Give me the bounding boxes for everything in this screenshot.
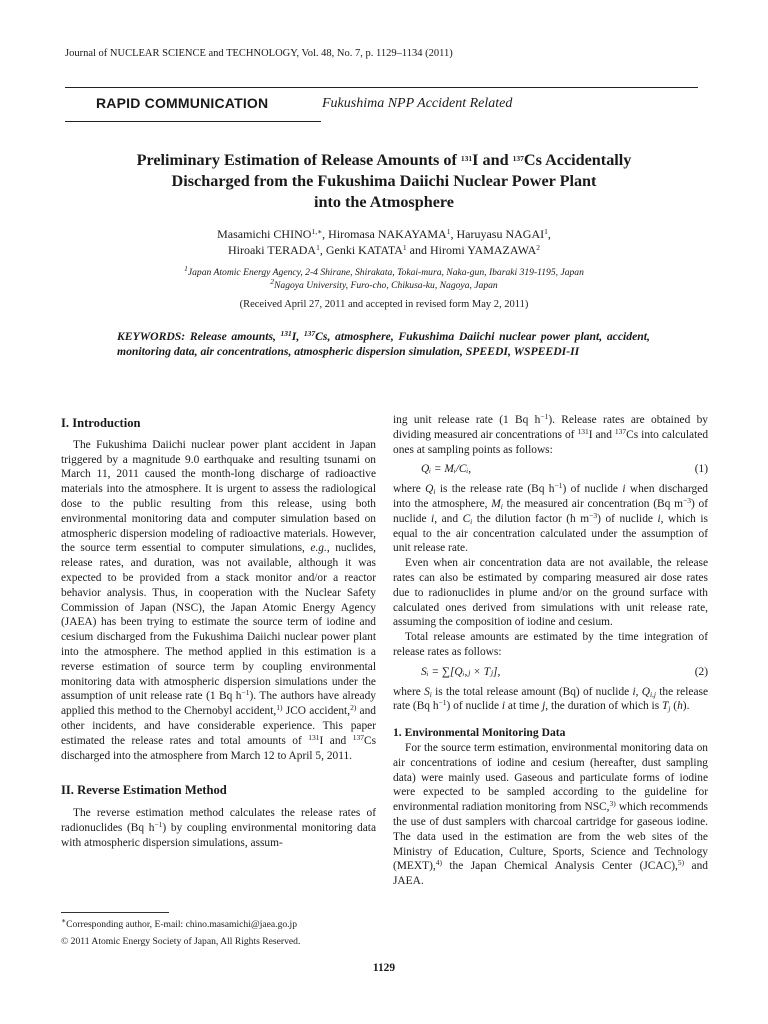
author: Hiromasa NAKAYAMA (328, 227, 447, 241)
monitoring-paragraph: For the source term estimation, environmental monitoring data on air concentrations of iodine and cesium (hereafter, dust sampling data) were mainly used. Gaseous and particulate forms of iodine were expected to be sampled according to the guideline for environmental radiation monitoring from NSC,$^{3)}$ which recommends the use of dust samplers with charcoal cartridge for gaseous iodine. The data used in the estimation are from the web sites of the Ministry of Education, Culture, Sports, Science and Technology (MEXT),$^{4)}$ the Japan Chemical Analysis Center (JCAC),$^{5)}$ and JAEA. (393, 741, 708, 888)
author: Masamichi CHINO (217, 227, 312, 241)
dose-rate-paragraph: Even when air concentration data are not available, the release rates can also be estimated by comparing measured air dose rates due to radionuclides in plume and/or on the ground surface with calculated ones derived from simulations with unit release rate, assuming the composition of iodine and cesium. (393, 557, 708, 629)
paper-title: Preliminary Estimation of Release Amounts of $^{131}$I and $^{137}$Cs Accidentally Discharged from the Fukushima Daiichi Nuclear Power Plant into the Atmosphere (136, 151, 632, 211)
equation-2: Sᵢ = ∑[Qᵢ,ⱼ × Tⱼ], (2) (421, 665, 708, 678)
affiliations: $^1$Japan Atomic Energy Agency, 2-4 Shirane, Shirakata, Tokai-mura, Naka-gun, Ibaraki 319-1195, Japan $^2$Nagoya University, Furo-cho, Chikusa-ku, Nagoya, Japan (184, 264, 584, 291)
author-list: Masamichi $CHINO^{1,∗}$, Hiromasa NAKAYAMA$^1$, Haruyasu NAGAI$^1$, Hiroaki TERADA$^1$, Genki KATATA$^1$ and Hiromi YAMAZAWA$^2$ (217, 227, 551, 257)
author: Hiromi YAMAZAWA (430, 243, 537, 257)
footnote-rule (61, 912, 169, 913)
reference-1: 1) (276, 703, 283, 713)
equation-2-explanation: where $S_i$ is the total release amount (Bq) of nuclide i, $Q_{i,j}$ the release rate (Bq $h^{-1}$) of nuclide i at time j, the duration of which is $T_j$ (h). (393, 685, 709, 714)
left-column (61, 416, 376, 851)
reference-5: 5) (677, 858, 685, 868)
article-type: RAPID COMMUNICATION (96, 95, 269, 111)
method-paragraph: ing unit release rate (1 Bq $h^{-1}$). Release rates are obtained by dividing measured air concentrations of $^{131}$I and $^{137}$Cs into calculated ones at sampling points as follows: (393, 412, 709, 456)
section-heading-introduction: I. Introduction (61, 416, 141, 430)
author: Genki KATATA (325, 243, 403, 257)
author: Haruyasu NAGAI (456, 227, 545, 241)
author: Hiroaki TERADA (227, 243, 317, 257)
page-number: 1129 (372, 962, 396, 974)
journal-citation: Journal of NUCLEAR SCIENCE and TECHNOLOGY, Vol. 48, No. 7, p. 1129–1134 (2011) (65, 48, 453, 59)
reference-4: 4) (435, 858, 442, 868)
received-dates: (Received April 27, 2011 and accepted in revised form May 2, 2011) (239, 299, 529, 310)
integration-paragraph: Total release amounts are estimated by the time integration of release rates as follows: (393, 631, 708, 658)
equation-1: Qᵢ = Mᵢ/Cᵢ, (1) (421, 463, 708, 476)
right-column (393, 413, 708, 889)
reference-2: 2) (350, 703, 357, 713)
section-heading-reverse-estimation: II. Reverse Estimation Method (61, 783, 227, 798)
equation-1-explanation: where $Q_i$ is the release rate (Bq $h^{-1}$) of nuclide i when discharged into the atmosphere, $M_i$ the measured air concentration (Bq $m^{-3}$) of nuclide i, and $C_i$ the dilution factor (h $m^{-3}$) of nuclide i, which is equal to the air concentration calculated under the assumption of unit release rate. (393, 481, 708, 555)
subsection-heading-monitoring-data: 1. Environmental Monitoring Data (393, 726, 566, 740)
corresponding-author-footnote: ∗Corresponding author, E-mail: chino.masamichi@jaea.go.jp (61, 916, 298, 930)
reverse-paragraph: The reverse estimation method calculates the release rates of radionuclides (Bq $h^{-1}$) by coupling environmental monitoring data with atmospheric dispersion simulations, assum- (61, 807, 377, 849)
header-rule-bottom (65, 121, 321, 122)
intro-paragraph: The Fukushima Daiichi nuclear power plant accident in Japan triggered by a magnitude 9.0 earthquake and resulting tsunami on March 11, 2011 caused the month-long discharge of radioactive materials into the atmosphere. It is urgent to assess the radiological dose to the public resulting from this release, using both environmental monitoring data and computer simulation based on atmospheric dispersion modeling of radioactive materials. However, the source term essential to computer simulations, e.g., nuclides, release rates, and duration, was not available, although it was expected to be provided from a stack monitor and/or a reactor behavior analysis. Thus, in cooperation with the Nuclear Safety Commission of Japan (NSC), the Japan Atomic Energy Agency (JAEA) has been trying to estimate the source term of iodine and cesium discharged from the Fukushima Daiichi nuclear power plant into the atmosphere. The method applied in this estimation is a reverse estimation of source term by coupling environmental monitoring data with atmospheric dispersion simulations under the assumption of unit release rate (1 Bq $h^{-1}$). The authors have already applied this method to the Chernobyl accident,$^{1)}$ JCO accident,$^{2)}$ and other incidents, and have considerable experience. This paper estimated the release rates and total amounts of $^{131}$I and $^{137}$Cs discharged into the atmosphere from March 12 to April 5, 2011. (61, 438, 377, 762)
keywords: KEYWORDS: Release amounts, $^{131}$I, $^{137}$Cs, atmosphere, Fukushima Daiichi nuclear power plant, accident, monitoring data, air concentrations, atmospheric dispersion simulation, SPEEDI, WSPEEDI-II (117, 329, 650, 358)
copyright-notice: © 2011 Atomic Energy Society of Japan, All Rights Reserved. (61, 936, 301, 947)
header-rule-top (65, 87, 698, 88)
reference-3: 3) (609, 799, 616, 809)
article-category: Fukushima NPP Accident Related (322, 96, 513, 111)
